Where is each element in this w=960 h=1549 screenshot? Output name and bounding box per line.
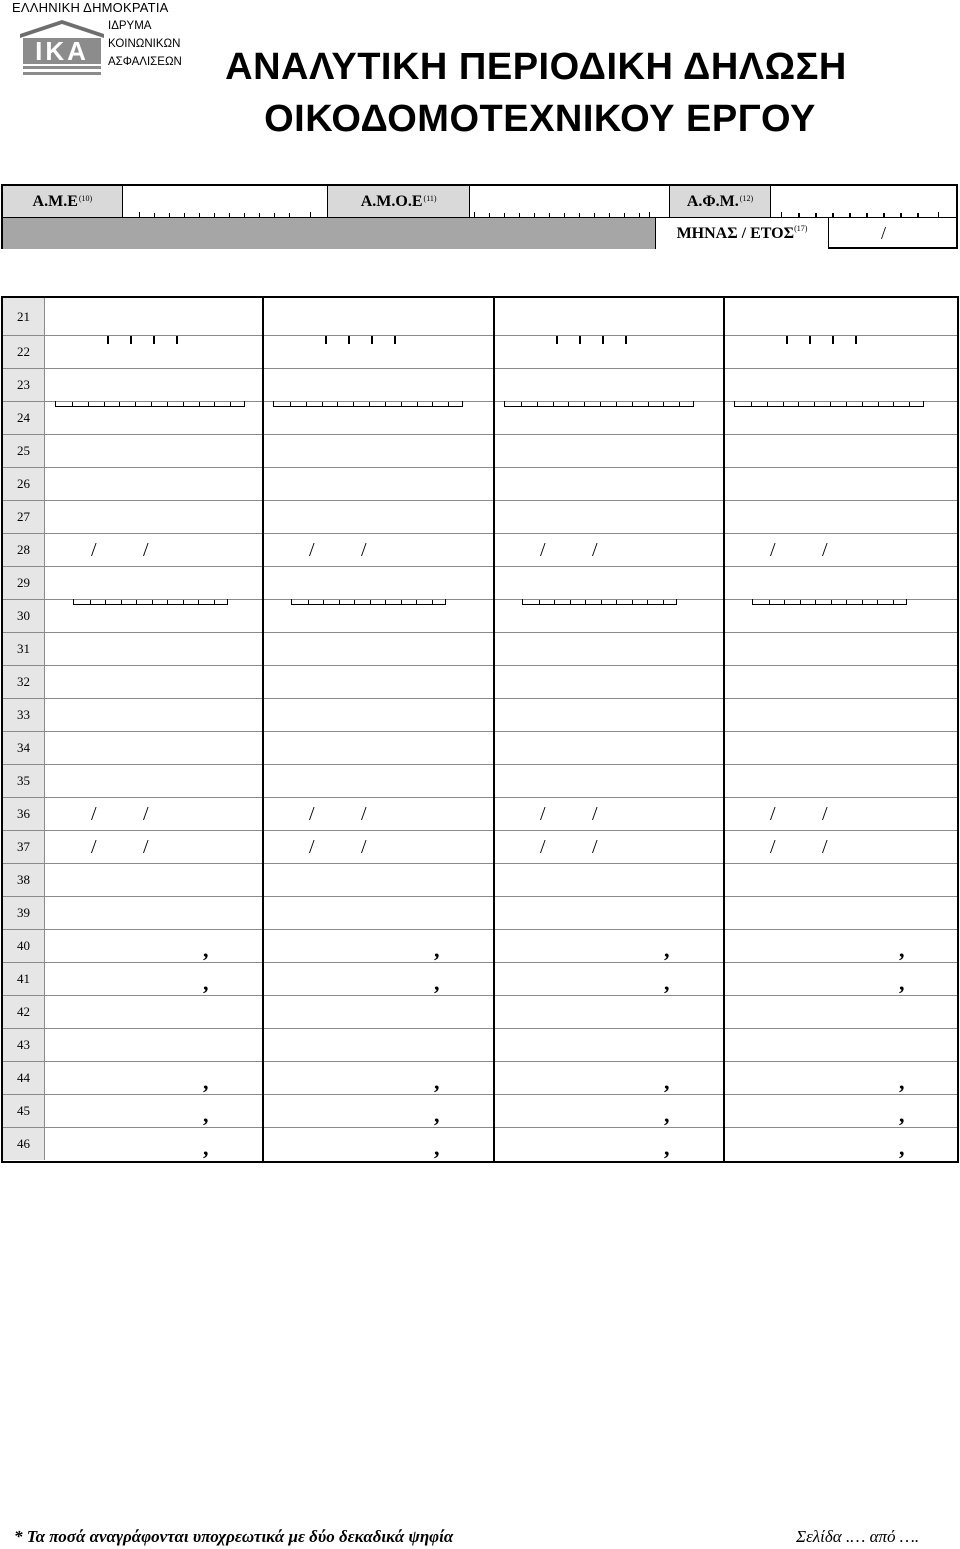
form-cell[interactable] — [45, 930, 263, 962]
month-year-field[interactable]: / — [881, 223, 887, 243]
form-cell[interactable] — [494, 798, 724, 830]
decimal-comma: , — [203, 1102, 209, 1127]
digit-tick — [371, 336, 373, 344]
form-row — [3, 1028, 957, 1061]
digit-tick — [325, 336, 327, 344]
form-cell[interactable] — [494, 765, 724, 797]
form-cell[interactable] — [724, 963, 959, 995]
digit-comb — [291, 599, 446, 605]
date-separator: / — [822, 836, 828, 858]
date-separator: / — [91, 836, 97, 858]
form-cell[interactable] — [45, 798, 263, 830]
decimal-comma: , — [899, 1069, 905, 1094]
form-cell[interactable] — [494, 864, 724, 896]
row-number: 24 — [3, 402, 45, 434]
digit-comb — [752, 599, 907, 605]
date-separator: / — [361, 803, 367, 825]
row-number: 33 — [3, 699, 45, 731]
decimal-comma: , — [664, 1135, 670, 1160]
afm-field[interactable] — [771, 186, 956, 218]
org-line-1: ΙΔΡΥΜΑ — [108, 20, 152, 32]
decimal-comma: , — [664, 970, 670, 995]
digit-comb — [273, 401, 463, 407]
decimal-comma: , — [203, 970, 209, 995]
row-number: 31 — [3, 633, 45, 665]
form-row — [3, 533, 957, 566]
decimal-comma: , — [203, 937, 209, 962]
employee-data-grid — [1, 296, 959, 1163]
form-cell[interactable] — [45, 897, 263, 929]
column-divider — [262, 298, 264, 1161]
form-row — [3, 500, 957, 533]
decimal-comma: , — [899, 970, 905, 995]
form-cell[interactable] — [494, 468, 724, 500]
digit-tick — [602, 336, 604, 344]
form-cell[interactable] — [724, 402, 959, 434]
form-cell[interactable] — [724, 897, 959, 929]
row-number: 25 — [3, 435, 45, 467]
form-cell[interactable] — [263, 930, 494, 962]
form-cell[interactable] — [263, 435, 494, 467]
date-separator: / — [309, 836, 315, 858]
form-cell[interactable] — [263, 633, 494, 665]
form-cell[interactable] — [263, 963, 494, 995]
row-number: 39 — [3, 897, 45, 929]
form-cell[interactable] — [724, 567, 959, 599]
form-cell[interactable] — [494, 897, 724, 929]
form-cell[interactable] — [263, 831, 494, 863]
row-number: 42 — [3, 996, 45, 1028]
form-cell[interactable] — [263, 501, 494, 533]
column-divider — [723, 298, 725, 1161]
employer-id-box — [1, 184, 958, 249]
form-row — [3, 335, 957, 368]
form-cell[interactable] — [494, 732, 724, 764]
form-title-line-1: ΑΝΑΛΥΤΙΚΗ ΠΕΡΙΟΔΙΚΗ ΔΗΛΩΣΗ — [225, 46, 847, 88]
decimal-comma: , — [434, 970, 440, 995]
date-separator: / — [822, 803, 828, 825]
date-separator: / — [361, 836, 367, 858]
decimal-comma: , — [203, 1135, 209, 1160]
form-row — [3, 896, 957, 929]
date-separator: / — [91, 803, 97, 825]
form-cell[interactable] — [494, 633, 724, 665]
form-cell[interactable] — [724, 798, 959, 830]
date-separator: / — [143, 836, 149, 858]
form-cell[interactable] — [263, 666, 494, 698]
decimal-comma: , — [434, 1069, 440, 1094]
form-cell[interactable] — [494, 963, 724, 995]
date-separator: / — [540, 803, 546, 825]
form-cell[interactable] — [263, 369, 494, 401]
form-cell[interactable] — [263, 732, 494, 764]
form-cell[interactable] — [494, 336, 724, 368]
form-row — [3, 298, 957, 335]
form-row — [3, 599, 957, 632]
form-row — [3, 1127, 957, 1160]
form-row — [3, 698, 957, 731]
footnote: * Τα ποσά αναγράφονται υποχρεωτικά με δύο δεκαδικά ψηφία — [14, 1527, 454, 1546]
row-number: 45 — [3, 1095, 45, 1127]
form-row — [3, 1061, 957, 1094]
org-line-3: ΑΣΦΑΛΙΣΕΩΝ — [108, 56, 182, 68]
form-title-line-2: ΟΙΚΟΔΟΜΟΤΕΧΝΙΚΟΥ ΕΡΓΟΥ — [264, 98, 816, 140]
column-divider — [493, 298, 495, 1161]
digit-tick — [153, 336, 155, 344]
row-number: 40 — [3, 930, 45, 962]
digit-comb — [734, 401, 924, 407]
digit-comb — [522, 599, 677, 605]
form-cell[interactable] — [494, 930, 724, 962]
row-number: 43 — [3, 1029, 45, 1061]
form-cell[interactable] — [494, 402, 724, 434]
form-cell[interactable] — [263, 402, 494, 434]
date-separator: / — [592, 836, 598, 858]
form-cell[interactable] — [263, 996, 494, 1028]
form-cell[interactable] — [45, 732, 263, 764]
row-number: 21 — [3, 298, 45, 335]
form-cell[interactable] — [494, 435, 724, 467]
form-row — [3, 764, 957, 797]
date-separator: / — [540, 836, 546, 858]
date-separator: / — [309, 539, 315, 561]
form-cell[interactable] — [45, 501, 263, 533]
form-cell[interactable] — [45, 534, 263, 566]
form-row — [3, 434, 957, 467]
row-number: 35 — [3, 765, 45, 797]
decimal-comma: , — [434, 937, 440, 962]
form-cell[interactable] — [724, 1128, 959, 1160]
form-cell[interactable] — [494, 831, 724, 863]
form-row — [3, 467, 957, 500]
form-cell[interactable] — [724, 996, 959, 1028]
form-cell[interactable] — [263, 897, 494, 929]
form-cell[interactable] — [494, 666, 724, 698]
page-counter: Σελίδα .… από …. — [796, 1527, 920, 1546]
row-number: 27 — [3, 501, 45, 533]
form-cell[interactable] — [45, 1095, 263, 1127]
form-cell[interactable] — [724, 501, 959, 533]
svg-text:ΙΚΑ: ΙΚΑ — [35, 36, 89, 66]
form-cell[interactable] — [45, 699, 263, 731]
form-cell[interactable] — [263, 1029, 494, 1061]
decimal-comma: , — [434, 1102, 440, 1127]
decimal-comma: , — [899, 937, 905, 962]
form-cell[interactable] — [724, 930, 959, 962]
date-separator: / — [143, 539, 149, 561]
form-cell[interactable] — [724, 765, 959, 797]
decimal-comma: , — [664, 1069, 670, 1094]
decimal-comma: , — [434, 1135, 440, 1160]
form-cell[interactable] — [45, 864, 263, 896]
form-cell[interactable] — [45, 1128, 263, 1160]
row-number: 36 — [3, 798, 45, 830]
digit-comb — [55, 401, 245, 407]
digit-tick — [855, 336, 857, 344]
form-row — [3, 830, 957, 863]
row-number: 32 — [3, 666, 45, 698]
form-cell[interactable] — [724, 699, 959, 731]
digit-tick — [107, 336, 109, 344]
form-cell[interactable] — [494, 534, 724, 566]
digit-tick — [556, 336, 558, 344]
digit-tick — [832, 336, 834, 344]
row-number: 44 — [3, 1062, 45, 1094]
afm-label: Α.Φ.Μ. $^{(12)}$ — [670, 186, 772, 218]
date-separator: / — [143, 803, 149, 825]
row-number: 30 — [3, 600, 45, 632]
form-cell[interactable] — [45, 831, 263, 863]
form-cell[interactable] — [494, 369, 724, 401]
shaded-bar — [3, 218, 655, 249]
form-row — [3, 863, 957, 896]
form-cell[interactable] — [724, 732, 959, 764]
government-heading: ΕΛΛΗΝΙΚΗ ΔΗΜΟΚΡΑΤΙΑ — [12, 0, 169, 15]
digit-tick — [394, 336, 396, 344]
date-separator: / — [592, 539, 598, 561]
form-cell[interactable] — [494, 1095, 724, 1127]
form-cell[interactable] — [263, 600, 494, 632]
form-cell[interactable] — [724, 435, 959, 467]
decimal-comma: , — [664, 937, 670, 962]
form-cell[interactable] — [724, 864, 959, 896]
row-number: 37 — [3, 831, 45, 863]
form-row — [3, 995, 957, 1028]
form-cell[interactable] — [494, 699, 724, 731]
date-separator: / — [91, 539, 97, 561]
form-cell[interactable] — [494, 1128, 724, 1160]
form-row — [3, 731, 957, 764]
form-cell[interactable] — [494, 1029, 724, 1061]
form-cell[interactable] — [263, 567, 494, 599]
form-row — [3, 929, 957, 962]
digit-comb — [73, 599, 228, 605]
form-cell[interactable] — [724, 633, 959, 665]
form-cell[interactable] — [724, 600, 959, 632]
digit-tick — [625, 336, 627, 344]
digit-tick — [579, 336, 581, 344]
form-cell[interactable] — [494, 298, 724, 335]
form-cell[interactable] — [263, 1128, 494, 1160]
form-row — [3, 368, 957, 401]
form-cell[interactable] — [263, 798, 494, 830]
form-cell[interactable] — [263, 1095, 494, 1127]
ame-label: Α.Μ.Ε $^{(10)}$ — [3, 186, 123, 218]
form-cell[interactable] — [724, 468, 959, 500]
form-cell[interactable] — [263, 468, 494, 500]
month-year-label: ΜΗΝΑΣ / ΕΤΟΣ $^{(17)}$ — [655, 218, 829, 249]
form-cell[interactable] — [45, 1029, 263, 1061]
form-cell[interactable] — [263, 534, 494, 566]
form-cell[interactable] — [494, 567, 724, 599]
date-separator: / — [770, 836, 776, 858]
form-cell[interactable] — [45, 1062, 263, 1094]
form-cell[interactable] — [263, 864, 494, 896]
digit-tick — [130, 336, 132, 344]
form-cell[interactable] — [494, 600, 724, 632]
form-row — [3, 566, 957, 599]
form-cell[interactable] — [724, 1062, 959, 1094]
form-row — [3, 401, 957, 434]
form-row — [3, 797, 957, 830]
row-number: 46 — [3, 1128, 45, 1160]
row-number: 29 — [3, 567, 45, 599]
digit-tick — [809, 336, 811, 344]
form-cell[interactable] — [45, 996, 263, 1028]
form-cell[interactable] — [724, 534, 959, 566]
form-cell[interactable] — [494, 1062, 724, 1094]
row-number: 23 — [3, 369, 45, 401]
decimal-comma: , — [899, 1102, 905, 1127]
amoe-label: Α.Μ.Ο.Ε $^{(11)}$ — [328, 186, 470, 218]
form-row — [3, 632, 957, 665]
digit-tick — [176, 336, 178, 344]
row-number: 41 — [3, 963, 45, 995]
date-separator: / — [592, 803, 598, 825]
form-cell[interactable] — [45, 435, 263, 467]
date-separator: / — [540, 539, 546, 561]
form-cell[interactable] — [45, 633, 263, 665]
form-cell[interactable] — [724, 298, 959, 335]
digit-tick — [786, 336, 788, 344]
row-number: 28 — [3, 534, 45, 566]
form-cell[interactable] — [45, 468, 263, 500]
form-cell[interactable] — [45, 765, 263, 797]
form-cell[interactable] — [45, 369, 263, 401]
date-separator: / — [309, 803, 315, 825]
form-cell[interactable] — [45, 567, 263, 599]
form-cell[interactable] — [263, 336, 494, 368]
form-cell[interactable] — [263, 298, 494, 335]
form-cell[interactable] — [45, 336, 263, 368]
decimal-comma: , — [899, 1135, 905, 1160]
form-cell[interactable] — [724, 369, 959, 401]
form-cell[interactable] — [724, 336, 959, 368]
row-number: 22 — [3, 336, 45, 368]
form-cell[interactable] — [724, 1029, 959, 1061]
org-line-2: ΚΟΙΝΩΝΙΚΩΝ — [108, 38, 181, 50]
form-cell[interactable] — [45, 963, 263, 995]
row-number: 26 — [3, 468, 45, 500]
date-separator: / — [822, 539, 828, 561]
ame-field[interactable] — [123, 186, 329, 218]
form-row — [3, 1094, 957, 1127]
row-number: 34 — [3, 732, 45, 764]
form-cell[interactable] — [45, 402, 263, 434]
form-cell[interactable] — [724, 666, 959, 698]
form-row — [3, 962, 957, 995]
digit-comb — [504, 401, 694, 407]
decimal-comma: , — [203, 1069, 209, 1094]
form-cell[interactable] — [45, 298, 263, 335]
date-separator: / — [770, 803, 776, 825]
form-cell[interactable] — [263, 765, 494, 797]
form-cell[interactable] — [45, 600, 263, 632]
form-cell[interactable] — [45, 666, 263, 698]
date-separator: / — [770, 539, 776, 561]
digit-tick — [348, 336, 350, 344]
form-cell[interactable] — [263, 699, 494, 731]
form-cell[interactable] — [724, 831, 959, 863]
decimal-comma: , — [664, 1102, 670, 1127]
row-number: 38 — [3, 864, 45, 896]
form-cell[interactable] — [263, 1062, 494, 1094]
form-row — [3, 665, 957, 698]
form-cell[interactable] — [724, 1095, 959, 1127]
form-cell[interactable] — [494, 501, 724, 533]
date-separator: / — [361, 539, 367, 561]
amoe-field[interactable] — [470, 186, 670, 218]
form-cell[interactable] — [494, 996, 724, 1028]
